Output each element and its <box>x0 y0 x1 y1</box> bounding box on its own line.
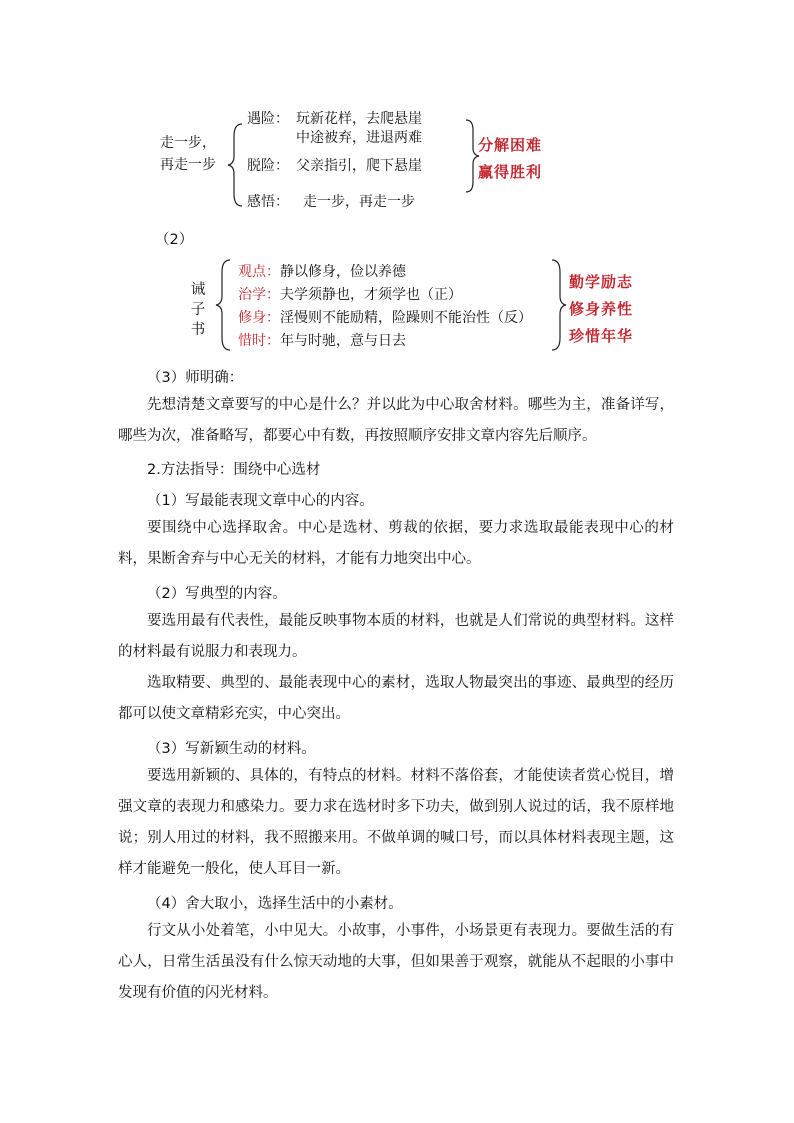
diagram1-right-brace <box>464 118 482 194</box>
diagram2-left-brace <box>214 258 234 352</box>
s3-text: 要选用新颖的、具体的，有特点的材料。材料不落俗套，才能使读者赏心悦目，增强文章的表现力和感染力。要力求在选材时多下功夫，做到别人说过的话，我不原样地说；别人用过的材料，我不照搬来用。不做单调的喊口号，而以具体材料表现主题，这样才能避免一般化，使人耳目一新。 <box>118 768 674 877</box>
diagram1-root-line2: 再走一步 <box>160 157 216 173</box>
p3-label: （3）师明确： <box>147 370 244 386</box>
diagram1-branch1-line1: 玩新花样，去爬悬崖 <box>296 111 422 127</box>
s1-title: （1）写最能表现文章中心的内容。 <box>147 493 374 509</box>
s2-text1: 要选用最有代表性，最能反映事物本质的材料，也就是人们常说的典型材料。这样的材料最有说服力和表现力。 <box>118 613 674 660</box>
s2-title: （2）写典型的内容。 <box>147 586 287 602</box>
diagram2-item4-key: 惜时： <box>238 333 280 349</box>
diagram1-result1: 分解困难 <box>478 136 543 154</box>
diagram2-item2 <box>238 284 462 304</box>
method-heading: 2.方法指导：围绕中心选材 <box>147 462 321 478</box>
diagram1-branch2-label: 脱险： <box>247 158 289 174</box>
s4-text: 行文从小处着笔，小中见大。小故事，小事件，小场景更有表现力。要做生活的有心人，日常生活虽没有什么惊天动地的大事，但如果善于观察，就能从不起眼的小事中发现有价值的闪光材料。 <box>118 923 674 1001</box>
diagram2-root-char1: 诫 <box>190 282 206 298</box>
diagram1-branch1-line2: 中途被弃，进退两难 <box>296 130 422 146</box>
diagram2-result3: 珍惜年华 <box>569 327 634 345</box>
diagram2-item3-key: 修身： <box>238 310 280 326</box>
section-label-2: （2） <box>155 232 194 248</box>
diagram2-result2: 修身养性 <box>569 300 634 318</box>
diagram2-item1 <box>238 261 406 281</box>
diagram2-item2-key: 治学： <box>238 287 280 303</box>
diagram2-result1: 勤学励志 <box>569 273 634 291</box>
diagram1-branch2-text: 父亲指引，爬下悬崖 <box>296 158 422 174</box>
s2-text2: 选取精要、典型的、最能表现中心的素材，选取人物最突出的事迹、最典型的经历都可以使文章精彩充实，中心突出。 <box>118 675 674 722</box>
diagram1-left-brace <box>226 122 246 208</box>
s3-title: （3）写新颖生动的材料。 <box>147 741 316 757</box>
diagram2-item1-key: 观点： <box>238 264 280 280</box>
diagram1-branch3-text: 走一步，再走一步 <box>303 194 415 210</box>
diagram1-root-line1: 走一步， <box>160 135 216 151</box>
diagram2-item2-text: 夫学须静也，才须学也（正） <box>280 287 462 303</box>
diagram2-item1-text: 静以修身，俭以养德 <box>280 264 406 280</box>
diagram2-item4-text: 年与时驰，意与日去 <box>280 333 406 349</box>
diagram2-root-char2: 子 <box>190 302 206 318</box>
diagram2-item3-text: 淫慢则不能励精，险躁则不能治性（反） <box>280 310 532 326</box>
s1-text: 要围绕中心选择取舍。中心是选材、剪裁的依据，要力求选取最能表现中心的材料，果断舍弃与中心无关的材料，才能有力地突出中心。 <box>118 520 674 567</box>
diagram2-root-char3: 书 <box>190 322 206 338</box>
s4-title: （4）舍大取小，选择生活中的小素材。 <box>147 896 403 912</box>
diagram2-right-brace <box>550 258 570 352</box>
diagram2-item4 <box>238 330 406 350</box>
diagram2-item3 <box>238 307 532 327</box>
p3-text: 先想清楚文章要写的中心是什么？并以此为中心取舍材料。哪些为主，准备详写，哪些为次，准备略写，都要心中有数，再按照顺序安排文章内容先后顺序。 <box>118 397 674 444</box>
diagram1-branch1-label: 遇险： <box>247 111 289 127</box>
diagram1-branch3-label: 感悟： <box>247 194 289 210</box>
diagram1-result2: 赢得胜利 <box>478 163 543 181</box>
